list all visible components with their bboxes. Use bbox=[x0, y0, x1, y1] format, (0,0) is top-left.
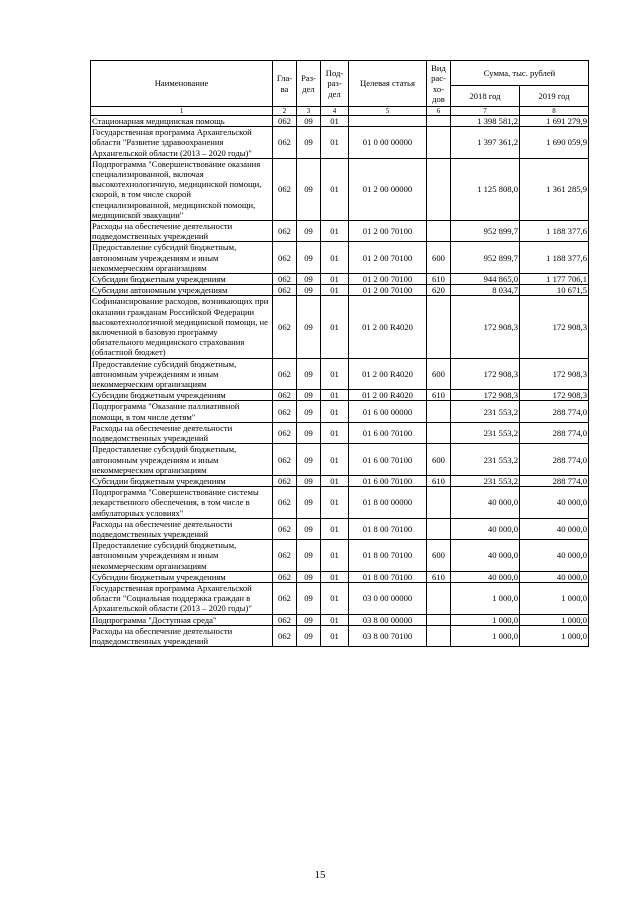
row-section: 09 bbox=[297, 487, 321, 519]
row-target: 03 8 00 00000 bbox=[349, 614, 427, 625]
row-section: 09 bbox=[297, 614, 321, 625]
table-row bbox=[91, 285, 589, 296]
row-sum-2019: 10 671,5 bbox=[520, 285, 589, 296]
row-name: Субсидии автономным учреждениям bbox=[91, 285, 273, 296]
row-section: 09 bbox=[297, 274, 321, 285]
row-section: 09 bbox=[297, 358, 321, 390]
row-sum-2019: 1 000,0 bbox=[520, 582, 589, 614]
row-target: 01 8 00 70100 bbox=[349, 540, 427, 572]
row-sum-2018: 40 000,0 bbox=[451, 487, 520, 519]
row-expense-type: 610 bbox=[427, 274, 451, 285]
row-subsection: 01 bbox=[321, 221, 349, 242]
row-expense-type: 600 bbox=[427, 242, 451, 274]
row-name: Софинансирование расходов, возникающих при оказании гражданам Российской Федерации высокотехнологичной медицинской помощи, не включенной в базовую программу обязательного медицинского страхования (областной бюджет) bbox=[91, 296, 273, 358]
row-sum-2019: 1 691 279,9 bbox=[520, 116, 589, 127]
row-subsection: 01 bbox=[321, 625, 349, 646]
row-sum-2018: 8 034,7 bbox=[451, 285, 520, 296]
table-row bbox=[91, 582, 589, 614]
row-subsection: 01 bbox=[321, 582, 349, 614]
row-sum-2018: 952 899,7 bbox=[451, 242, 520, 274]
row-expense-type: 610 bbox=[427, 475, 451, 486]
row-section: 09 bbox=[297, 127, 321, 159]
row-sum-2018: 40 000,0 bbox=[451, 571, 520, 582]
header-chapter: Гла-ва bbox=[273, 61, 297, 107]
column-number: 3 bbox=[297, 107, 321, 116]
row-chapter: 062 bbox=[273, 518, 297, 539]
row-sum-2019: 40 000,0 bbox=[520, 571, 589, 582]
table-row bbox=[91, 475, 589, 486]
row-chapter: 062 bbox=[273, 242, 297, 274]
row-target: 01 6 00 70100 bbox=[349, 422, 427, 443]
row-target: 01 6 00 70100 bbox=[349, 475, 427, 486]
row-subsection: 01 bbox=[321, 358, 349, 390]
column-number: 1 bbox=[91, 107, 273, 116]
table-row bbox=[91, 158, 589, 220]
row-sum-2018: 1 000,0 bbox=[451, 614, 520, 625]
row-section: 09 bbox=[297, 242, 321, 274]
header-name: Наименование bbox=[91, 61, 273, 107]
row-target: 01 0 00 00000 bbox=[349, 127, 427, 159]
row-sum-2018: 172 908,3 bbox=[451, 358, 520, 390]
row-sum-2019: 1 361 285,9 bbox=[520, 158, 589, 220]
row-section: 09 bbox=[297, 390, 321, 401]
row-subsection: 01 bbox=[321, 540, 349, 572]
row-subsection: 01 bbox=[321, 127, 349, 159]
row-subsection: 01 bbox=[321, 242, 349, 274]
row-sum-2019: 1 000,0 bbox=[520, 614, 589, 625]
row-chapter: 062 bbox=[273, 127, 297, 159]
row-chapter: 062 bbox=[273, 116, 297, 127]
row-expense-type: 600 bbox=[427, 540, 451, 572]
column-number: 4 bbox=[321, 107, 349, 116]
row-sum-2019: 288 774,0 bbox=[520, 401, 589, 422]
row-sum-2019: 40 000,0 bbox=[520, 540, 589, 572]
column-numbers-row bbox=[91, 107, 589, 116]
row-chapter: 062 bbox=[273, 285, 297, 296]
row-name: Расходы на обеспечение деятельности подведомственных учреждений bbox=[91, 625, 273, 646]
row-subsection: 01 bbox=[321, 390, 349, 401]
row-sum-2018: 231 553,2 bbox=[451, 444, 520, 476]
row-sum-2018: 1 125 808,0 bbox=[451, 158, 520, 220]
row-chapter: 062 bbox=[273, 158, 297, 220]
table-row bbox=[91, 422, 589, 443]
row-name: Расходы на обеспечение деятельности подведомственных учреждений bbox=[91, 518, 273, 539]
row-sum-2019: 1 188 377,6 bbox=[520, 221, 589, 242]
row-chapter: 062 bbox=[273, 274, 297, 285]
row-target: 01 6 00 00000 bbox=[349, 401, 427, 422]
row-sum-2019: 288 774,0 bbox=[520, 444, 589, 476]
row-sum-2019: 1 000,0 bbox=[520, 625, 589, 646]
row-sum-2019: 172 908,3 bbox=[520, 296, 589, 358]
table-row bbox=[91, 444, 589, 476]
row-expense-type bbox=[427, 582, 451, 614]
row-chapter: 062 bbox=[273, 614, 297, 625]
row-chapter: 062 bbox=[273, 625, 297, 646]
budget-table bbox=[90, 60, 589, 647]
row-section: 09 bbox=[297, 582, 321, 614]
row-sum-2019: 1 188 377,6 bbox=[520, 242, 589, 274]
row-subsection: 01 bbox=[321, 444, 349, 476]
row-sum-2019: 172 908,3 bbox=[520, 358, 589, 390]
row-expense-type: 610 bbox=[427, 571, 451, 582]
row-subsection: 01 bbox=[321, 518, 349, 539]
row-sum-2018: 1 000,0 bbox=[451, 582, 520, 614]
table-row bbox=[91, 487, 589, 519]
row-chapter: 062 bbox=[273, 571, 297, 582]
table-row bbox=[91, 296, 589, 358]
row-section: 09 bbox=[297, 571, 321, 582]
table-body bbox=[91, 116, 589, 647]
row-target: 01 6 00 70100 bbox=[349, 444, 427, 476]
table-row bbox=[91, 518, 589, 539]
row-name: Государственная программа Архангельской области "Социальная поддержка граждан в Архангельской области (2013 – 2020 годы)" bbox=[91, 582, 273, 614]
table-row bbox=[91, 571, 589, 582]
row-target: 01 8 00 70100 bbox=[349, 571, 427, 582]
row-chapter: 062 bbox=[273, 487, 297, 519]
row-expense-type: 620 bbox=[427, 285, 451, 296]
row-subsection: 01 bbox=[321, 158, 349, 220]
row-target: 01 2 00 70100 bbox=[349, 221, 427, 242]
row-target: 01 2 00 70100 bbox=[349, 274, 427, 285]
row-sum-2018: 952 899,7 bbox=[451, 221, 520, 242]
row-section: 09 bbox=[297, 540, 321, 572]
row-target: 01 2 00 70100 bbox=[349, 242, 427, 274]
row-chapter: 062 bbox=[273, 475, 297, 486]
table-row bbox=[91, 274, 589, 285]
row-name: Субсидии бюджетным учреждениям bbox=[91, 475, 273, 486]
row-target: 01 2 00 70100 bbox=[349, 285, 427, 296]
table-row bbox=[91, 540, 589, 572]
row-chapter: 062 bbox=[273, 540, 297, 572]
table-row bbox=[91, 401, 589, 422]
row-chapter: 062 bbox=[273, 582, 297, 614]
row-subsection: 01 bbox=[321, 614, 349, 625]
row-expense-type: 600 bbox=[427, 444, 451, 476]
row-target: 01 2 00 00000 bbox=[349, 158, 427, 220]
row-expense-type bbox=[427, 422, 451, 443]
row-section: 09 bbox=[297, 296, 321, 358]
table-row bbox=[91, 127, 589, 159]
table-row bbox=[91, 221, 589, 242]
row-expense-type bbox=[427, 158, 451, 220]
row-name: Предоставление субсидий бюджетным, автономным учреждениям и иным некоммерческим организациям bbox=[91, 358, 273, 390]
header-target: Целевая статья bbox=[349, 61, 427, 107]
table-row bbox=[91, 390, 589, 401]
row-section: 09 bbox=[297, 401, 321, 422]
row-name: Подпрограмма "Оказание паллиативной помощи, в том числе детям" bbox=[91, 401, 273, 422]
row-name: Подпрограмма "Доступная среда" bbox=[91, 614, 273, 625]
row-target: 03 0 00 00000 bbox=[349, 582, 427, 614]
row-name: Предоставление субсидий бюджетным, автономным учреждениям и иным некоммерческим организациям bbox=[91, 444, 273, 476]
column-number: 7 bbox=[451, 107, 520, 116]
row-sum-2018: 1 397 361,2 bbox=[451, 127, 520, 159]
row-subsection: 01 bbox=[321, 296, 349, 358]
row-subsection: 01 bbox=[321, 116, 349, 127]
column-number: 6 bbox=[427, 107, 451, 116]
row-expense-type bbox=[427, 614, 451, 625]
row-target: 01 2 00 R4020 bbox=[349, 390, 427, 401]
row-sum-2018: 944 865,0 bbox=[451, 274, 520, 285]
row-sum-2019: 172 908,3 bbox=[520, 390, 589, 401]
row-sum-2018: 231 553,2 bbox=[451, 401, 520, 422]
row-subsection: 01 bbox=[321, 401, 349, 422]
row-sum-2018: 172 908,3 bbox=[451, 296, 520, 358]
row-sum-2018: 1 000,0 bbox=[451, 625, 520, 646]
header-subsection: Под-раз-дел bbox=[321, 61, 349, 107]
row-chapter: 062 bbox=[273, 296, 297, 358]
row-expense-type bbox=[427, 401, 451, 422]
row-sum-2018: 231 553,2 bbox=[451, 475, 520, 486]
row-subsection: 01 bbox=[321, 422, 349, 443]
row-target: 01 2 00 R4020 bbox=[349, 358, 427, 390]
header-section: Раз-дел bbox=[297, 61, 321, 107]
table-row bbox=[91, 625, 589, 646]
row-name: Подпрограмма "Совершенствование системы лекарственного обеспечения, в том числе в амбулаторных условиях" bbox=[91, 487, 273, 519]
row-section: 09 bbox=[297, 422, 321, 443]
row-target: 01 8 00 00000 bbox=[349, 487, 427, 519]
row-name: Предоставление субсидий бюджетным, автономным учреждениям и иным некоммерческим организациям bbox=[91, 242, 273, 274]
column-number: 5 bbox=[349, 107, 427, 116]
row-name: Расходы на обеспечение деятельности подведомственных учреждений bbox=[91, 422, 273, 443]
row-sum-2019: 288 774,0 bbox=[520, 475, 589, 486]
row-sum-2018: 1 398 581,2 bbox=[451, 116, 520, 127]
table-row bbox=[91, 116, 589, 127]
row-subsection: 01 bbox=[321, 274, 349, 285]
table-row bbox=[91, 358, 589, 390]
table-row bbox=[91, 614, 589, 625]
row-target bbox=[349, 116, 427, 127]
row-expense-type: 600 bbox=[427, 358, 451, 390]
row-section: 09 bbox=[297, 625, 321, 646]
row-expense-type bbox=[427, 221, 451, 242]
header-year-2019: 2019 год bbox=[520, 86, 589, 107]
row-subsection: 01 bbox=[321, 571, 349, 582]
header-expense-type: Вид рас-хо-дов bbox=[427, 61, 451, 107]
row-chapter: 062 bbox=[273, 390, 297, 401]
row-sum-2019: 1 690 059,9 bbox=[520, 127, 589, 159]
row-expense-type bbox=[427, 116, 451, 127]
row-target: 01 2 00 R4020 bbox=[349, 296, 427, 358]
row-target: 01 8 00 70100 bbox=[349, 518, 427, 539]
row-section: 09 bbox=[297, 444, 321, 476]
row-chapter: 062 bbox=[273, 444, 297, 476]
row-name: Стационарная медицинская помощь bbox=[91, 116, 273, 127]
row-sum-2019: 40 000,0 bbox=[520, 518, 589, 539]
row-expense-type bbox=[427, 296, 451, 358]
row-section: 09 bbox=[297, 475, 321, 486]
row-section: 09 bbox=[297, 116, 321, 127]
row-sum-2018: 40 000,0 bbox=[451, 518, 520, 539]
row-sum-2019: 1 177 706,1 bbox=[520, 274, 589, 285]
row-name: Субсидии бюджетным учреждениям bbox=[91, 571, 273, 582]
row-expense-type: 610 bbox=[427, 390, 451, 401]
header-year-2018: 2018 год bbox=[451, 86, 520, 107]
row-section: 09 bbox=[297, 518, 321, 539]
row-name: Субсидии бюджетным учреждениям bbox=[91, 274, 273, 285]
column-number: 8 bbox=[520, 107, 589, 116]
row-sum-2018: 231 553,2 bbox=[451, 422, 520, 443]
row-name: Расходы на обеспечение деятельности подведомственных учреждений bbox=[91, 221, 273, 242]
row-section: 09 bbox=[297, 221, 321, 242]
table-row bbox=[91, 242, 589, 274]
row-name: Предоставление субсидий бюджетным, автономным учреждениям и иным некоммерческим организациям bbox=[91, 540, 273, 572]
row-expense-type bbox=[427, 487, 451, 519]
row-sum-2019: 288 774,0 bbox=[520, 422, 589, 443]
header-sum: Сумма, тыс. рублей bbox=[451, 61, 589, 86]
row-expense-type bbox=[427, 518, 451, 539]
column-number: 2 bbox=[273, 107, 297, 116]
row-name: Государственная программа Архангельской области "Развитие здравоохранения Архангельской области (2013 – 2020 годы)" bbox=[91, 127, 273, 159]
row-expense-type bbox=[427, 127, 451, 159]
row-subsection: 01 bbox=[321, 487, 349, 519]
row-chapter: 062 bbox=[273, 401, 297, 422]
row-chapter: 062 bbox=[273, 422, 297, 443]
row-sum-2018: 40 000,0 bbox=[451, 540, 520, 572]
row-expense-type bbox=[427, 625, 451, 646]
row-chapter: 062 bbox=[273, 358, 297, 390]
row-section: 09 bbox=[297, 158, 321, 220]
row-target: 03 8 00 70100 bbox=[349, 625, 427, 646]
row-name: Подпрограмма "Совершенствование оказания специализированной, включая высокотехнологичную, медицинской помощи, скорой, в том числе скорой специализированной, медицинской помощи, медицинской эвакуации" bbox=[91, 158, 273, 220]
page-number: 15 bbox=[314, 869, 326, 881]
row-name: Субсидии бюджетным учреждениям bbox=[91, 390, 273, 401]
row-chapter: 062 bbox=[273, 221, 297, 242]
row-subsection: 01 bbox=[321, 285, 349, 296]
row-section: 09 bbox=[297, 285, 321, 296]
row-subsection: 01 bbox=[321, 475, 349, 486]
row-sum-2018: 172 908,3 bbox=[451, 390, 520, 401]
row-sum-2019: 40 000,0 bbox=[520, 487, 589, 519]
